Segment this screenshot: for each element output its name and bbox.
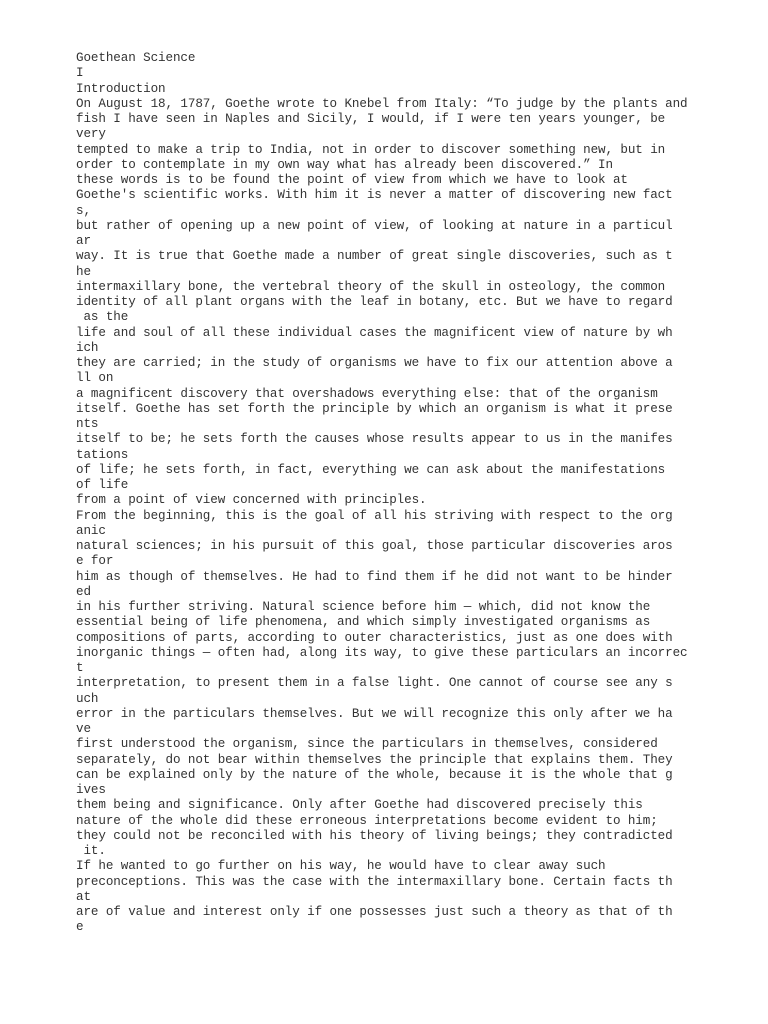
text-line: life and soul of all these individual cases the magnificent view of nature by wh (76, 325, 673, 340)
text-line: I (76, 66, 84, 81)
text-line: tations (76, 447, 129, 462)
text-line: first understood the organism, since the particulars in themselves, considered (76, 737, 658, 752)
text-line: nts (76, 417, 99, 431)
text-line: him as though of themselves. He had to find them if he did not want to be hinder (76, 569, 673, 584)
text-line: order to contemplate in my own way what has already been discovered.” In (76, 157, 613, 172)
text-line: fish I have seen in Naples and Sicily, I would, if I were ten years younger, be (76, 112, 666, 126)
text-line: anic (76, 523, 106, 538)
text-line: essential being of life phenomena, and which simply investigated organisms as (76, 615, 651, 630)
text-line: t (76, 661, 84, 675)
text-line: e (76, 920, 84, 935)
text-line: inorganic things — often had, along its way, to give these particulars an incorrec (76, 645, 688, 660)
text-line: they could not be reconciled with his theory of living beings; they contradicted (76, 828, 673, 843)
text-line: these words is to be found the point of view from which we have to look at (76, 173, 628, 187)
document-page (76, 12, 756, 936)
text-line: ich (76, 340, 99, 355)
text-line: they are carried; in the study of organisms we have to fix our attention above a (76, 356, 673, 370)
text-line: preconceptions. This was the case with the intermaxillary bone. Certain facts th (76, 874, 673, 889)
text-line: ve (76, 722, 91, 736)
text-line: from a point of view concerned with principles. (76, 493, 427, 508)
text-line: nature of the whole did these erroneous interpretations become evident to him; (76, 813, 658, 828)
text-line: itself. Goethe has set forth the principle by which an organism is what it prese (76, 401, 673, 416)
text-line: error in the particulars themselves. But we will recognize this only after we ha (76, 706, 673, 721)
text-line: From the beginning, this is the goal of all his striving with respect to the org (76, 508, 673, 523)
text-line: of life (76, 478, 129, 492)
text-line: ives (76, 783, 106, 797)
document-title: Goethean Science (76, 51, 196, 65)
text-line: identity of all plant organs with the leaf in botany, etc. But we have to regard (76, 295, 673, 309)
text-line: can be explained only by the nature of the whole, because it is the whole that g (76, 767, 673, 782)
text-line: he (76, 264, 91, 279)
text-line: e for (76, 554, 114, 569)
text-line: are of value and interest only if one possesses just such a theory as that of th (76, 905, 673, 919)
text-line: natural sciences; in his pursuit of this goal, those particular discoveries aros (76, 539, 673, 553)
text-line: ed (76, 584, 91, 599)
text-line: itself to be; he sets forth the causes whose results appear to us in the manifes (76, 432, 673, 447)
text-line: If he wanted to go further on his way, he would have to clear away such (76, 859, 606, 874)
text-line: ll on (76, 371, 114, 386)
document-body (76, 51, 756, 936)
text-line: Goethe's scientific works. With him it is never a matter of discovering new fact (76, 188, 673, 203)
text-line: uch (76, 691, 99, 706)
section-heading: Introduction (76, 81, 166, 96)
text-line: very (76, 127, 106, 142)
text-line: compositions of parts, according to outer characteristics, just as one does with (76, 630, 673, 645)
missing-glyph-icon (76, 12, 756, 28)
text-line: it. (76, 844, 106, 858)
text-line: tempted to make a trip to India, not in order to discover something new, but in (76, 142, 666, 157)
text-line: On August 18, 1787, Goethe wrote to Knebel from Italy: “To judge by the plants and (76, 96, 688, 111)
text-line: intermaxillary bone, the vertebral theory of the skull in osteology, the common (76, 279, 666, 294)
text-line: ar (76, 234, 91, 248)
text-line: s, (76, 203, 91, 218)
text-line: as the (76, 310, 129, 325)
text-line: at (76, 889, 91, 904)
text-line: way. It is true that Goethe made a number of great single discoveries, such as t (76, 249, 673, 264)
text-line: a magnificent discovery that overshadows everything else: that of the organism (76, 386, 658, 401)
text-line: them being and significance. Only after Goethe had discovered precisely this (76, 798, 643, 813)
text-line: in his further striving. Natural science before him — which, did not know the (76, 600, 651, 614)
text-line: but rather of opening up a new point of view, of looking at nature in a particul (76, 218, 673, 233)
text-line: interpretation, to present them in a false light. One cannot of course see any s (76, 676, 673, 691)
text-line: separately, do not bear within themselves the principle that explains them. They (76, 752, 673, 767)
text-line: of life; he sets forth, in fact, everything we can ask about the manifestations (76, 462, 666, 477)
